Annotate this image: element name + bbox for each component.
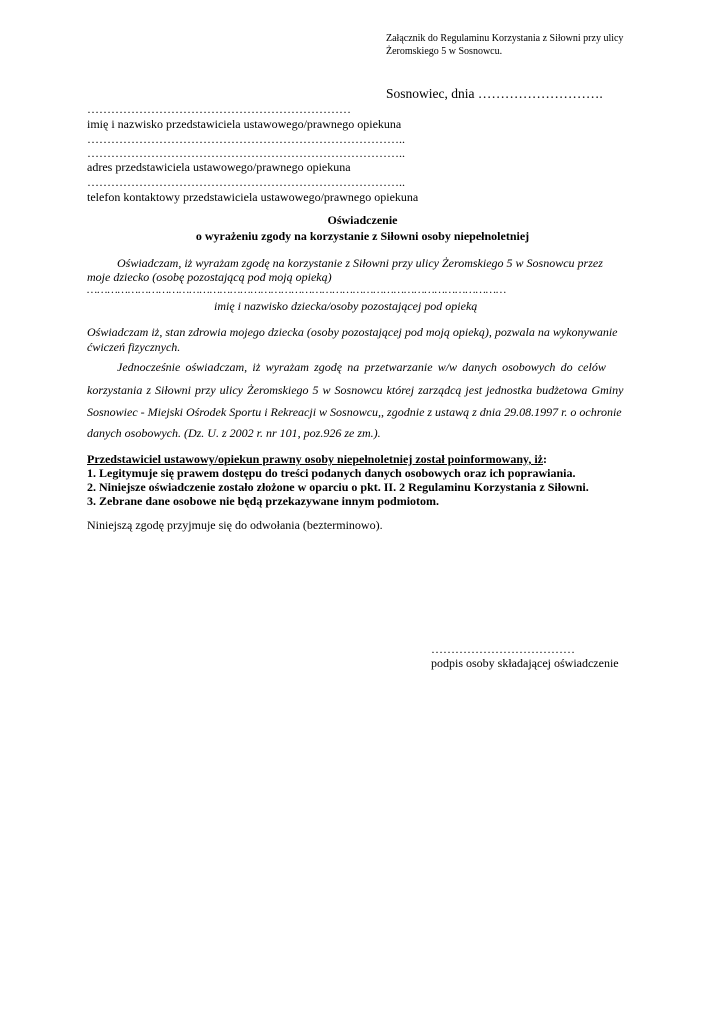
document-title: Oświadczenie <box>327 213 398 227</box>
informed-item-3: 3. Zebrane dane osobowe nie będą przekazywane innym podmiotom. <box>87 494 440 508</box>
guardian-name-dots: ………………………………………………………… <box>87 102 351 116</box>
health-statement-line-1: Oświadczam iż, stan zdrowia mojego dziecka (osoby pozostającej pod moją opieką), pozwala na wykonywanie <box>87 325 618 339</box>
place-date: Sosnowiec, dnia ………………………. <box>386 86 603 101</box>
declaration-intro-line-1: Oświadczam, iż wyrażam zgodę na korzystanie z Siłowni przy ulicy Żeromskiego 5 w Sosnowcu przez <box>117 256 603 270</box>
informed-heading-colon: : <box>543 452 548 466</box>
data-consent-line-3: Sosnowiec - Miejski Ośrodek Sportu i Rekreacji w Sosnowcu,, zgodnie z ustawą z dnia 29.08.1997 r. o ochronie <box>87 405 622 419</box>
guardian-name-label: imię i nazwisko przedstawiciela ustawowego/prawnego opiekuna <box>87 117 402 131</box>
child-name-dots: …………………………………………………………………………………………………………… <box>87 284 507 296</box>
data-consent-line-4: danych osobowych. (Dz. U. z 2002 r. nr 101, poz.926 ze zm.). <box>87 426 381 440</box>
data-consent-line-1: Jednocześnie oświadczam, iż wyrażam zgodę na przetwarzanie w/w danych osobowych do celów <box>117 360 606 374</box>
signature-dots: ……………………………… <box>431 642 575 656</box>
guardian-address-label: adres przedstawiciela ustawowego/prawnego opiekuna <box>87 160 351 174</box>
guardian-address-dots-1: …………………………………………………………………….. <box>87 132 405 146</box>
informed-heading-text: Przedstawiciel ustawowy/opiekun prawny osoby niepełnoletniej został poinformowany, iż <box>87 452 544 466</box>
child-name-label: imię i nazwisko dziecka/osoby pozostającej pod opieką <box>214 299 478 313</box>
declaration-intro-line-2: moje dziecko (osobę pozostającą pod moją opieką) <box>87 270 332 284</box>
health-statement-line-2: ćwiczeń fizycznych. <box>87 340 181 354</box>
signature-label: podpis osoby składającej oświadczenie <box>431 656 619 670</box>
guardian-phone-label: telefon kontaktowy przedstawiciela ustawowego/prawnego opiekuna <box>87 190 419 204</box>
informed-item-1: 1. Legitymuje się prawem dostępu do treści podanych danych osobowych oraz ich poprawiania. <box>87 466 576 480</box>
annex-note <box>386 32 623 58</box>
informed-item-2: 2. Niniejsze oświadczenie zostało złożone w oparciu o pkt. II. 2 Regulaminu Korzystania z Siłowni. <box>87 480 589 494</box>
guardian-address-dots-2: …………………………………………………………………….. <box>87 146 405 160</box>
guardian-phone-dots: …………………………………………………………………….. <box>87 175 405 189</box>
document-subtitle: o wyrażeniu zgody na korzystanie z Siłowni osoby niepełnoletniej <box>195 229 530 243</box>
consent-note: Niniejszą zgodę przyjmuje się do odwołania (bezterminowo). <box>87 518 383 532</box>
data-consent-line-2: korzystania z Siłowni przy ulicy Żeromskiego 5 w Sosnowcu której zarządcą jest jednostka budżetowa Gminy <box>87 383 624 397</box>
annex-line-2: Żeromskiego 5 w Sosnowcu. <box>386 46 503 57</box>
annex-line-1: Załącznik do Regulaminu Korzystania z Siłowni przy ulicy <box>386 33 624 44</box>
informed-heading <box>87 452 547 467</box>
